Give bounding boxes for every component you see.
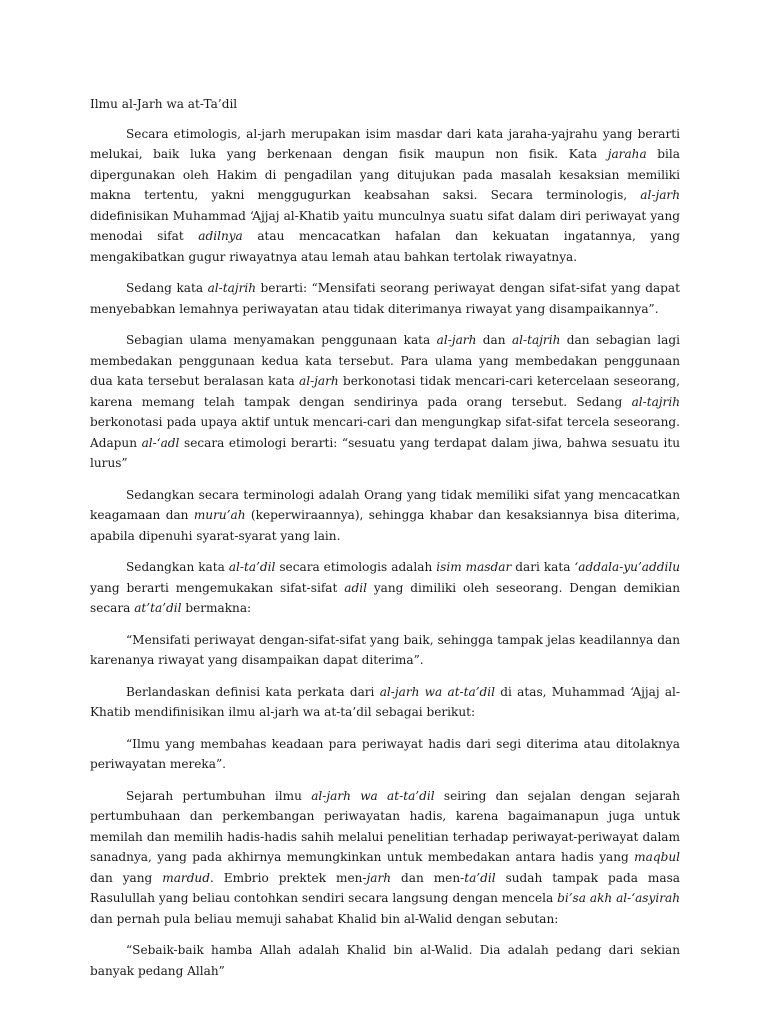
text-run: yang berarti mengemukakan sifat-sifat <box>90 580 345 595</box>
text-run: dan <box>476 333 512 347</box>
text-run: “Mensifati periwayat dengan-sifat-sifat yang baik, sehingga tampak jelas keadilannya dan karenanya riwayat yang disampaikan dapat diterima”. <box>90 632 680 667</box>
text-run: berarti: “Mensifati seorang periwayat dengan sifat-sifat yang dapat menyebabkan lemahnya periwayatan atau tidak diterimanya riwayat yang disampaikannya”. <box>90 281 680 316</box>
italic-term: al-jarh wa at-ta’dil <box>379 684 496 699</box>
text-run: dan pernah pula beliau memuji sahabat Khalid bin al-Walid dengan sebutan: <box>90 911 559 926</box>
paragraph <box>90 485 680 547</box>
text-run: dan yang <box>90 870 163 885</box>
text-run: secara etimologi berarti: “sesuatu yang terdapat dalam jiwa, bahwa sesuatu itu lurus” <box>90 435 680 470</box>
italic-term: adilnya <box>198 229 243 243</box>
text-run: Sejarah pertumbuhan ilmu <box>126 788 312 803</box>
italic-term: at’ta’dil <box>134 601 182 615</box>
italic-term: al-tajrih <box>207 281 257 295</box>
text-run: dan sebagian lagi membedakan penggunaan kedua kata tersebut. Para ulama yang membedakan penggunaan dua kata tersebut beralasan kata <box>90 333 680 388</box>
paragraph <box>90 557 680 619</box>
text-run: sudah tampak pada masa Rasulullah yang beliau contohkan sendiri secara langsung dengan mencela <box>90 870 680 905</box>
paragraph <box>90 278 680 319</box>
text-run: Sedangkan secara terminologi adalah Orang yang tidak memiliki sifat yang mencacatkan keagamaan dan <box>90 487 680 522</box>
italic-term: al-jarh <box>436 333 477 347</box>
text-run: didefinisikan Muhammad ‘Ajjaj al-Khatib yaitu munculnya suatu sifat dalam diri periwayat yang menodai sifat <box>90 208 680 243</box>
paragraph-list <box>90 124 680 982</box>
italic-term: mardud <box>162 870 210 885</box>
italic-term: al-jarh <box>640 188 680 202</box>
paragraph <box>90 682 680 723</box>
italic-term: ta’dil <box>464 870 496 885</box>
text-run: seiring dan sejalan dengan sejarah pertumbuhaan dan perkembangan periwayatan hadis, karena bagaimanapun juga untuk memilah dan memilih hadis-hadis sahih melalui penelitian terhadap periwayat-periwayat dalam sanadnya, yang pada akhirnya memungkinkan untuk membedakan antara hadis yang <box>90 788 680 864</box>
paragraph <box>90 330 680 474</box>
italic-term: adil <box>344 580 367 595</box>
document-body <box>90 94 680 981</box>
italic-term: bi’sa akh al-‘asyirah <box>557 891 680 905</box>
text-run: yang dimiliki oleh seseorang. Dengan demikian secara <box>90 580 680 615</box>
text-run: dan men- <box>391 870 465 885</box>
paragraph <box>90 630 680 671</box>
text-run: . Embrio prektek men- <box>209 870 367 885</box>
text-run: Secara etimologis, al-jarh merupakan isim masdar dari kata jaraha-yajrahu yang berarti melukai, baik luka yang berkenaan dengan fisik maupun non fisik. Kata <box>90 126 680 161</box>
italic-term: maqbul <box>634 850 680 864</box>
text-run: Sedangkan kata <box>126 560 229 574</box>
text-run: atau mencacatkan hafalan dan kekuatan ingatannya, yang mengakibatkan gugur riwayatnya atau lemah atau bahkan tertolak riwayatnya. <box>90 229 680 264</box>
italic-term: al-jarh wa at-ta’dil <box>311 788 435 803</box>
paragraph <box>90 786 680 930</box>
paragraph <box>90 124 680 268</box>
italic-term: al-‘adl <box>141 435 180 450</box>
paragraph <box>90 734 680 775</box>
italic-term: al-tajrih <box>631 394 680 409</box>
italic-term: jarh <box>366 870 392 885</box>
text-run: “Ilmu yang membahas keadaan para periwayat hadis dari segi diterima atau ditolaknya periwayatan mereka”. <box>90 736 680 771</box>
italic-term: ‘addala-yu’addilu <box>574 560 681 574</box>
text-run: Berlandaskan definisi kata perkata dari <box>126 684 380 699</box>
text-run: “Sebaik-baik hamba Allah adalah Khalid bin al-Walid. Dia adalah pedang dari sekian banyak pedang Allah” <box>90 943 680 978</box>
text-run: Sebagian ulama menyamakan penggunaan kata <box>126 333 437 347</box>
text-run: dari kata <box>511 560 575 574</box>
text-run: berkonotasi pada upaya aktif untuk mencari-cari dan mengungkap sifat-sifat tercela seseorang. Adapun <box>90 415 680 450</box>
text-run: secara etimologis adalah <box>275 560 437 574</box>
italic-term: muru’ah <box>193 508 246 522</box>
text-run: bermakna: <box>181 601 252 615</box>
italic-term: al-ta’dil <box>228 560 276 574</box>
text-run: berkonotasi tidak mencari-cari ketercelaan seseorang, karena memang telah tampak dengan sendirinya pada orang tersebut. Sedang <box>90 374 680 409</box>
italic-term: al-tajrih <box>511 333 561 347</box>
italic-term: jaraha <box>607 147 647 161</box>
text-run: bila dipergunakan oleh Hakim di pengadilan yang ditujukan pada masalah kesaksian memiliki makna tertentu, yakni menggugurkan keabsahan saksi. Secara terminologis, <box>90 147 680 202</box>
paragraph <box>90 940 680 981</box>
text-run: Sedang kata <box>126 281 208 295</box>
text-run: di atas, Muhammad ‘Ajjaj al-Khatib mendifinisikan ilmu al-jarh wa at-ta’dil sebagai berikut: <box>90 684 681 719</box>
italic-term: al-jarh <box>299 374 339 388</box>
italic-term: isim masdar <box>436 560 512 574</box>
text-run: (keperwiraannya), sehingga khabar dan kesaksiannya bisa diterima, apabila dipenuhi syarat-syarat yang lain. <box>90 508 680 543</box>
document-title: Ilmu al-Jarh wa at-Ta’dil <box>90 97 238 111</box>
